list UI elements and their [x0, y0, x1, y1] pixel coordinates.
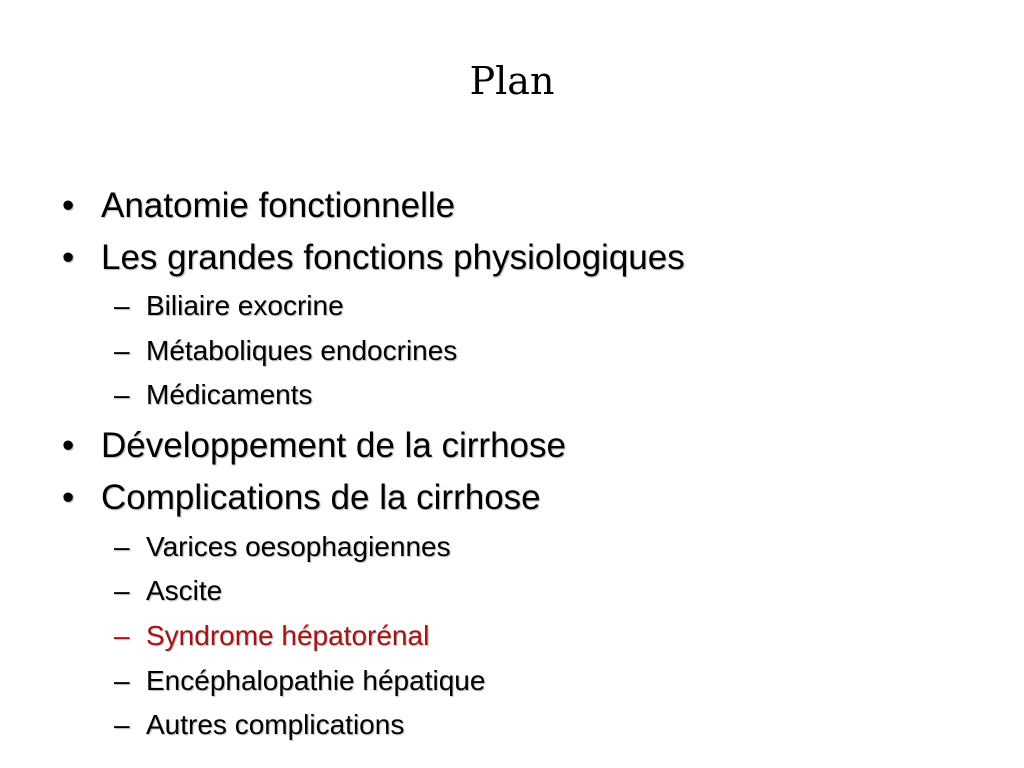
outline-subitem-text: Biliaire exocrine: [146, 290, 344, 321]
dash-marker: –: [114, 665, 130, 696]
outline-item-text: Développement de la cirrhose: [101, 426, 566, 465]
bullet-marker: •: [62, 426, 75, 465]
dash-marker: –: [114, 709, 130, 740]
dash-marker: –: [114, 575, 130, 606]
bullet-marker: •: [62, 238, 75, 277]
outline-item-text: Les grandes fonctions physiologiques: [101, 238, 685, 277]
outline-subitem-text: Médicaments: [146, 379, 313, 410]
bullet-marker: •: [62, 478, 75, 517]
dash-marker: –: [114, 620, 130, 651]
outline-subitem-text: Ascite: [146, 575, 223, 606]
outline-item-text: Complications de la cirrhose: [101, 478, 541, 517]
outline-item-text: Anatomie fonctionnelle: [101, 186, 456, 225]
dash-marker: –: [114, 379, 130, 410]
outline-subitem-text: Varices oesophagiennes: [146, 531, 451, 562]
outline-subitem-text: Autres complications: [146, 709, 405, 740]
outline-subitem-text: Syndrome hépatorénal: [146, 620, 430, 651]
dash-marker: –: [114, 290, 130, 321]
outline-subitem-text: Métaboliques endocrines: [146, 335, 458, 366]
dash-marker: –: [114, 531, 130, 562]
slide-title: Plan: [469, 59, 555, 103]
bullet-marker: •: [62, 186, 75, 225]
dash-marker: –: [114, 335, 130, 366]
outline-subitem-text: Encéphalopathie hépatique: [146, 665, 486, 696]
